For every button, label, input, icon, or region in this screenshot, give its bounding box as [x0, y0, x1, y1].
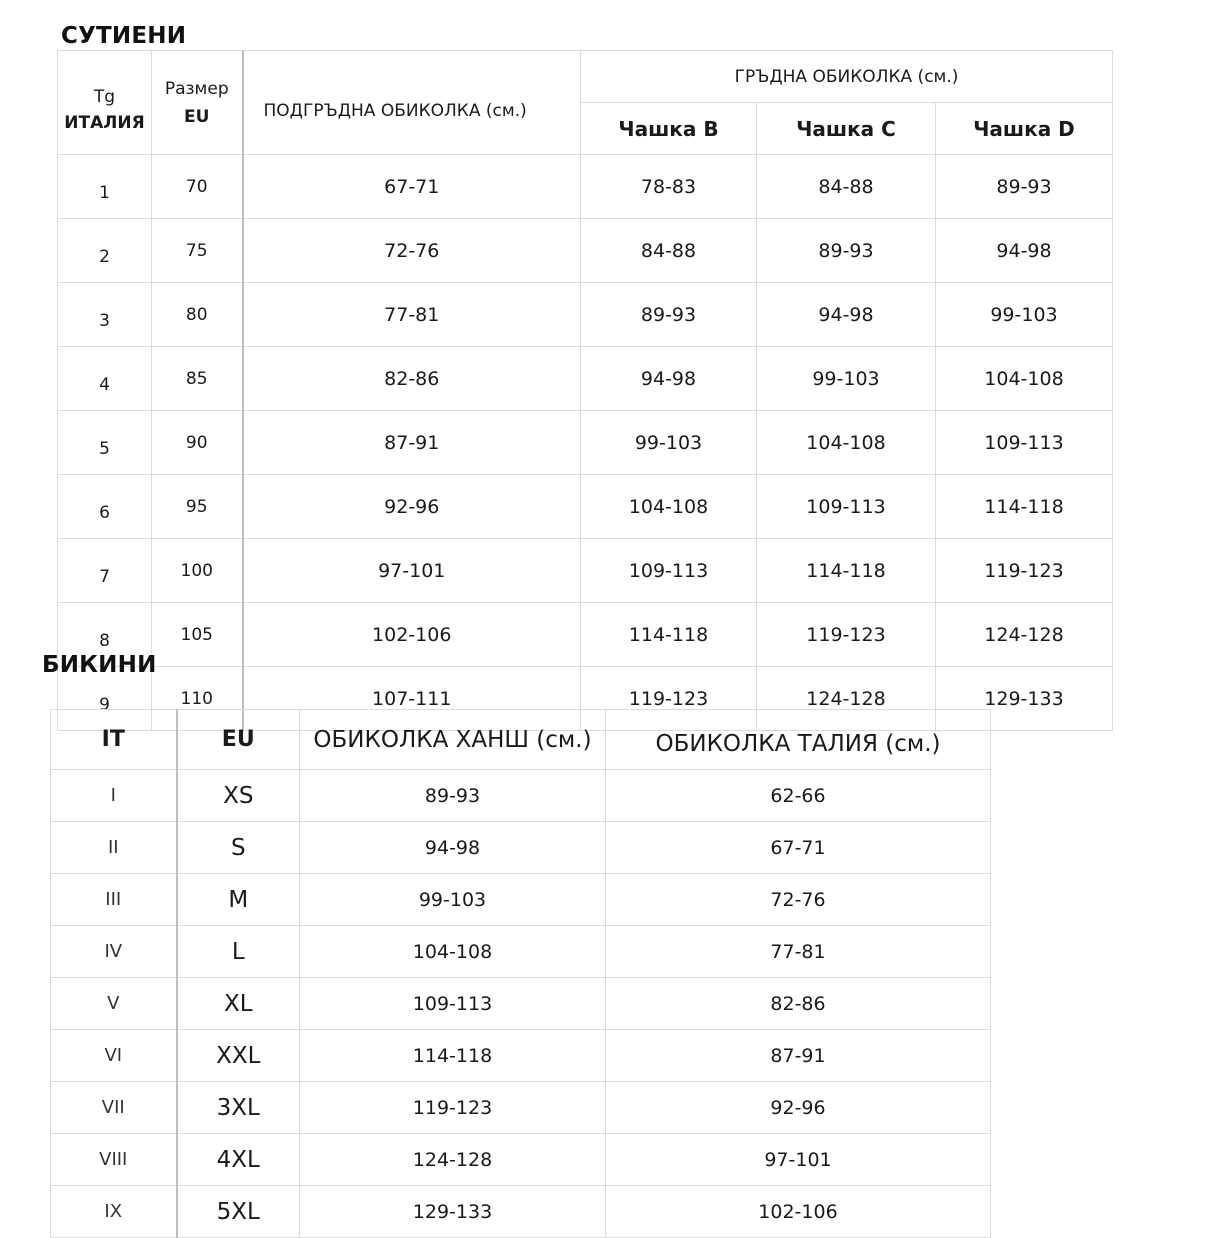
bra-cell-eu: 70 — [152, 155, 243, 219]
bikini-cell-it: I — [51, 770, 177, 822]
bra-cell-cup-b: 104-108 — [581, 475, 757, 539]
bra-cell-it: 7 — [58, 539, 152, 603]
bikini-row — [51, 1186, 991, 1238]
bikini-row — [51, 822, 991, 874]
bra-cell-it: 9 — [58, 667, 152, 731]
bra-cell-cup-d: 129-133 — [936, 667, 1113, 731]
bra-cell-it: 1 — [58, 155, 152, 219]
bra-row — [58, 475, 1113, 539]
bikini-cell-eu: M — [177, 874, 300, 926]
bikini-cell-waist: 62-66 — [606, 770, 991, 822]
bra-cell-underbust: 67-71 — [243, 155, 581, 219]
bikini-cell-waist: 77-81 — [606, 926, 991, 978]
bra-cell-it: 6 — [58, 475, 152, 539]
bikini-row — [51, 770, 991, 822]
bikini-header-waist: ОБИКОЛКА ТАЛИЯ (см.) — [606, 710, 991, 770]
bra-cell-underbust: 107-111 — [243, 667, 581, 731]
bikini-header-it: IT — [51, 710, 177, 770]
bikini-row — [51, 1030, 991, 1082]
bikini-cell-hip: 119-123 — [300, 1082, 606, 1134]
bra-header-eu-size — [152, 51, 243, 155]
bra-header-cup-b: Чашка B — [581, 103, 757, 155]
bra-header-it-size — [58, 51, 152, 155]
bra-cell-cup-d: 114-118 — [936, 475, 1113, 539]
bra-header-cup-c: Чашка C — [757, 103, 936, 155]
bikini-cell-hip: 89-93 — [300, 770, 606, 822]
bra-cell-eu: 110 — [152, 667, 243, 731]
bra-cell-eu: 85 — [152, 347, 243, 411]
bra-row — [58, 539, 1113, 603]
bikini-cell-waist: 102-106 — [606, 1186, 991, 1238]
bikini-cell-waist: 72-76 — [606, 874, 991, 926]
bra-cell-underbust: 87-91 — [243, 411, 581, 475]
bra-cell-cup-d: 94-98 — [936, 219, 1113, 283]
bra-cell-cup-d: 104-108 — [936, 347, 1113, 411]
bra-header-it-line1: Tg — [93, 86, 116, 107]
bra-cell-eu: 105 — [152, 603, 243, 667]
bra-cell-cup-d: 109-113 — [936, 411, 1113, 475]
bra-cell-cup-c: 104-108 — [757, 411, 936, 475]
bra-row — [58, 347, 1113, 411]
bikini-cell-eu: XS — [177, 770, 300, 822]
bikini-cell-it: V — [51, 978, 177, 1030]
bikini-cell-hip: 94-98 — [300, 822, 606, 874]
bikini-section-title: БИКИНИ — [42, 652, 157, 678]
bra-cell-eu: 80 — [152, 283, 243, 347]
bra-cell-cup-b: 89-93 — [581, 283, 757, 347]
bra-cell-cup-b: 114-118 — [581, 603, 757, 667]
bra-cell-cup-c: 114-118 — [757, 539, 936, 603]
bra-cell-cup-d: 119-123 — [936, 539, 1113, 603]
bikini-cell-waist: 67-71 — [606, 822, 991, 874]
bra-row — [58, 411, 1113, 475]
bra-header-it-line2: ИТАЛИЯ — [64, 112, 145, 133]
bikini-row — [51, 874, 991, 926]
bra-cell-cup-b: 109-113 — [581, 539, 757, 603]
bra-cell-cup-b: 99-103 — [581, 411, 757, 475]
bra-cell-cup-c: 124-128 — [757, 667, 936, 731]
bikini-row — [51, 1134, 991, 1186]
bra-cell-cup-d: 89-93 — [936, 155, 1113, 219]
bikini-cell-eu: XL — [177, 978, 300, 1030]
bikini-cell-it: IX — [51, 1186, 177, 1238]
bra-cell-cup-c: 99-103 — [757, 347, 936, 411]
bikini-cell-eu: 3XL — [177, 1082, 300, 1134]
bra-header-bust: ГРЪДНА ОБИКОЛКА (см.) — [581, 51, 1113, 103]
bra-cell-cup-d: 99-103 — [936, 283, 1113, 347]
bikini-cell-hip: 99-103 — [300, 874, 606, 926]
bikini-cell-waist: 82-86 — [606, 978, 991, 1030]
bikini-row — [51, 978, 991, 1030]
bra-row — [58, 219, 1113, 283]
bra-cell-underbust: 72-76 — [243, 219, 581, 283]
bikini-cell-eu: L — [177, 926, 300, 978]
bikini-cell-it: VIII — [51, 1134, 177, 1186]
bikini-cell-hip: 114-118 — [300, 1030, 606, 1082]
bra-cell-cup-c: 109-113 — [757, 475, 936, 539]
bra-cell-eu: 90 — [152, 411, 243, 475]
bra-row — [58, 603, 1113, 667]
bra-header-eu-line1: Размер — [164, 78, 229, 99]
bra-cell-underbust: 97-101 — [243, 539, 581, 603]
bra-header-eu-line2: EU — [184, 106, 210, 127]
bra-section-title: СУТИЕНИ — [61, 23, 187, 49]
bra-cell-cup-b: 119-123 — [581, 667, 757, 731]
bikini-cell-hip: 124-128 — [300, 1134, 606, 1186]
bra-cell-underbust: 92-96 — [243, 475, 581, 539]
bra-size-table — [57, 50, 1113, 731]
bikini-header-hip: ОБИКОЛКА ХАНШ (см.) — [300, 710, 606, 770]
bra-header-cup-d: Чашка D — [936, 103, 1113, 155]
bra-cell-cup-b: 94-98 — [581, 347, 757, 411]
bikini-cell-eu: 4XL — [177, 1134, 300, 1186]
bikini-header-eu: EU — [177, 710, 300, 770]
bra-cell-underbust: 82-86 — [243, 347, 581, 411]
bra-cell-cup-b: 78-83 — [581, 155, 757, 219]
bikini-cell-it: III — [51, 874, 177, 926]
bikini-cell-hip: 129-133 — [300, 1186, 606, 1238]
bra-row — [58, 155, 1113, 219]
bra-cell-it: 8 — [58, 603, 152, 667]
bikini-cell-hip: 109-113 — [300, 978, 606, 1030]
bra-cell-cup-c: 119-123 — [757, 603, 936, 667]
bra-cell-it: 5 — [58, 411, 152, 475]
bikini-cell-waist: 87-91 — [606, 1030, 991, 1082]
bra-cell-eu: 75 — [152, 219, 243, 283]
bra-cell-cup-c: 84-88 — [757, 155, 936, 219]
bikini-cell-it: IV — [51, 926, 177, 978]
bra-header-underbust: ПОДГРЪДНА ОБИКОЛКА (см.) — [243, 51, 581, 155]
bikini-cell-eu: XXL — [177, 1030, 300, 1082]
bra-cell-eu: 100 — [152, 539, 243, 603]
bikini-cell-it: VI — [51, 1030, 177, 1082]
bikini-size-table — [50, 709, 991, 1238]
bra-cell-cup-c: 89-93 — [757, 219, 936, 283]
bra-cell-underbust: 102-106 — [243, 603, 581, 667]
bra-cell-underbust: 77-81 — [243, 283, 581, 347]
bra-cell-it: 2 — [58, 219, 152, 283]
bra-cell-it: 4 — [58, 347, 152, 411]
bikini-cell-waist: 97-101 — [606, 1134, 991, 1186]
bra-cell-eu: 95 — [152, 475, 243, 539]
bra-cell-cup-d: 124-128 — [936, 603, 1113, 667]
bikini-cell-hip: 104-108 — [300, 926, 606, 978]
bra-cell-it: 3 — [58, 283, 152, 347]
bra-row — [58, 283, 1113, 347]
bikini-cell-it: II — [51, 822, 177, 874]
bikini-row — [51, 1082, 991, 1134]
bikini-row — [51, 926, 991, 978]
bikini-cell-waist: 92-96 — [606, 1082, 991, 1134]
bikini-cell-eu: 5XL — [177, 1186, 300, 1238]
bikini-cell-it: VII — [51, 1082, 177, 1134]
bra-cell-cup-b: 84-88 — [581, 219, 757, 283]
bikini-cell-eu: S — [177, 822, 300, 874]
bra-cell-cup-c: 94-98 — [757, 283, 936, 347]
